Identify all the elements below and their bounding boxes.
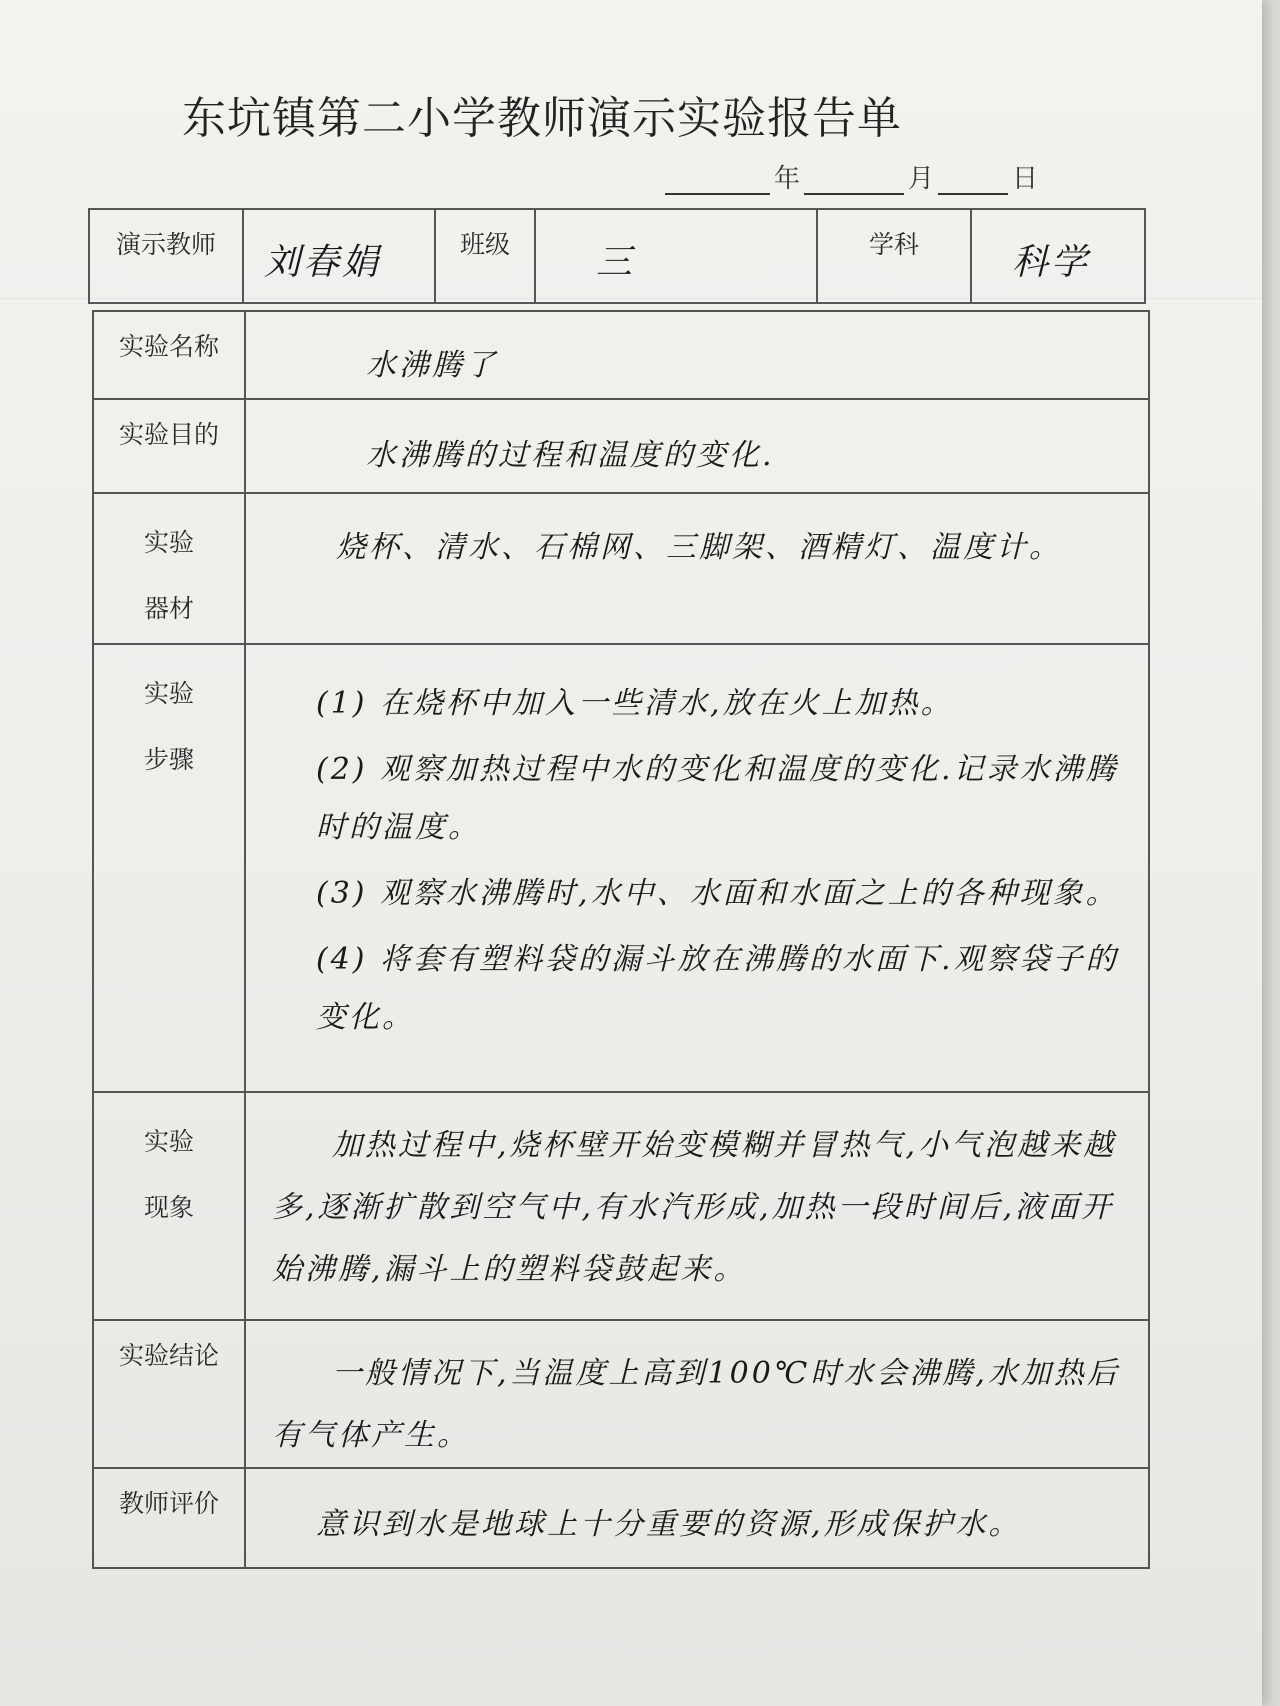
- purpose-label: 实验目的: [93, 399, 245, 493]
- evaluation-value: 意识到水是地球上十分重要的资源,形成保护水。: [245, 1468, 1149, 1568]
- subject-value: 科学: [971, 209, 1145, 303]
- steps-label-1: 实验: [143, 679, 194, 708]
- step-item: (3) 观察水沸腾时,水中、水面和水面之上的各种现象。: [316, 876, 1119, 911]
- header-table: [88, 208, 1146, 304]
- date-line: [665, 158, 1065, 194]
- materials-label: [93, 493, 245, 644]
- steps-list: [245, 644, 1149, 1092]
- year-label: 年: [774, 164, 801, 194]
- purpose-value: 水沸腾的过程和温度的变化.: [245, 399, 1149, 493]
- materials-label-1: 实验: [143, 528, 194, 557]
- evaluation-label: 教师评价: [93, 1468, 245, 1568]
- class-label: 班级: [435, 209, 535, 303]
- phenomenon-label: [93, 1092, 245, 1320]
- steps-label: [93, 644, 245, 1092]
- day-blank[interactable]: [938, 167, 1008, 195]
- month-blank[interactable]: [804, 167, 904, 195]
- step-item: (4) 将套有塑料袋的漏斗放在沸腾的水面下.观察袋子的变化。: [316, 942, 1119, 1035]
- day-label: 日: [1012, 164, 1039, 194]
- step-item: (2) 观察加热过程中水的变化和温度的变化.记录水沸腾时的温度。: [316, 752, 1119, 845]
- class-value: 三: [535, 209, 817, 303]
- conclusion-label: 实验结论: [93, 1320, 245, 1468]
- name-label: 实验名称: [93, 311, 245, 399]
- report-title: 东坑镇第二小学教师演示实验报告单: [182, 93, 902, 144]
- conclusion-value: 一般情况下,当温度上高到100℃时水会沸腾,水加热后有气体产生。: [245, 1320, 1149, 1468]
- teacher-value: 刘春娟: [243, 209, 435, 303]
- materials-value: 烧杯、清水、石棉网、三脚架、酒精灯、温度计。: [245, 493, 1149, 644]
- report-table: [92, 310, 1150, 1569]
- materials-label-2: 器材: [143, 594, 194, 623]
- steps-label-2: 步骤: [143, 745, 194, 774]
- subject-label: 学科: [817, 209, 971, 303]
- phenomenon-label-1: 实验: [143, 1127, 194, 1156]
- month-label: 月: [908, 164, 935, 194]
- phenomenon-label-2: 现象: [143, 1193, 194, 1222]
- year-blank[interactable]: [665, 167, 770, 195]
- step-item: (1) 在烧杯中加入一些清水,放在火上加热。: [316, 686, 954, 721]
- name-value: 水沸腾了: [245, 311, 1149, 399]
- phenomenon-value: 加热过程中,烧杯壁开始变模糊并冒热气,小气泡越来越多,逐渐扩散到空气中,有水汽形成,加热一段时间后,液面开始沸腾,漏斗上的塑料袋鼓起来。: [245, 1092, 1149, 1320]
- teacher-label: 演示教师: [89, 209, 243, 303]
